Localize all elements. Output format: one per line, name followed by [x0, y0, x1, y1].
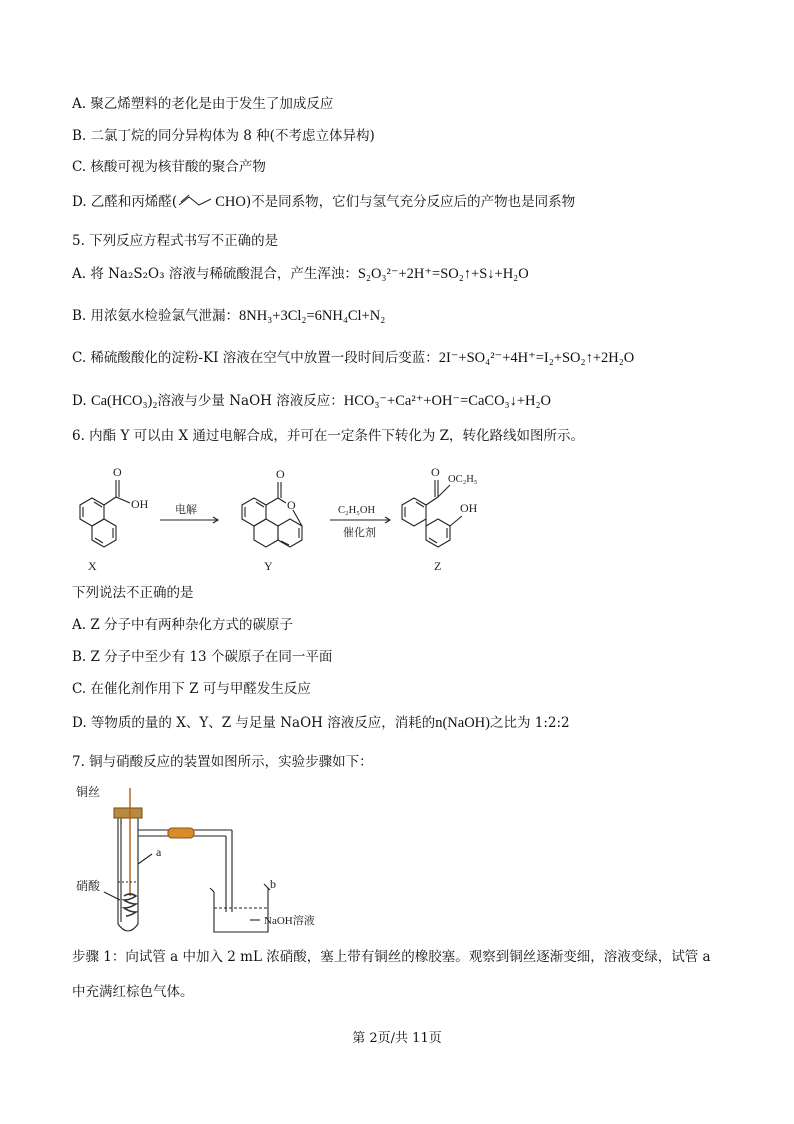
q6-option-b: B. Z 分子中至少有 13 个碳原子在同一平面: [72, 649, 333, 665]
x-o-label: O: [113, 465, 122, 479]
reaction-scheme: [64, 458, 524, 576]
q5-a-text: A. 将 Na₂S₂O₃ 溶液与稀硫酸混合，产生浑浊：: [72, 266, 358, 282]
q5-c-equation: 2I⁻+SO₄²⁻+4H⁺=I₂+SO₂↑+2H₂O: [438, 350, 635, 366]
vinyl-bond-icon: [177, 193, 215, 207]
q5-option-d: [72, 392, 551, 410]
delivery-tube: [138, 830, 232, 912]
label-tube-a: a: [156, 845, 162, 859]
q4-option-d-end: )不是同系物，它们与氢气充分反应后的产物也是同系物: [245, 194, 576, 210]
q5-b-text: B. 用浓氨水检验氯气泄漏：: [72, 308, 240, 324]
q5-c-text: C. 稀硫酸酸化的淀粉-KI 溶液在空气中放置一段时间后变蓝：: [72, 350, 439, 366]
q6-d-end: 之比为 1:2:2: [489, 715, 570, 731]
test-tube-a: [118, 816, 138, 931]
q5-option-a: [72, 265, 529, 283]
label-y: Y: [264, 559, 273, 573]
q6-d-formula: n(NaOH): [435, 715, 490, 731]
q4-option-a: A. 聚乙烯塑料的老化是由于发生了加成反应: [72, 96, 334, 112]
page-footer: 第 2页/共 11页: [352, 1031, 442, 1046]
q5-d-text: 溶液与少量 NaOH 溶液反应：: [157, 393, 344, 409]
q6-option-a: A. Z 分子中有两种杂化方式的碳原子: [72, 617, 294, 633]
q5-a-equation: S₂O₃²⁻+2H⁺=SO₂↑+S↓+H₂O: [357, 266, 529, 282]
q5-option-c: [72, 349, 634, 367]
q6-option-d: [72, 714, 570, 732]
arrow2-top-label: C₂H₅OH: [338, 505, 376, 516]
copper-coil: [124, 894, 136, 916]
label-beaker-b: b: [270, 877, 276, 891]
q5-b-equation: 8NH₃+3Cl₂=6NH₄Cl+N₂: [239, 308, 386, 324]
q5-d-prefix: D.: [72, 393, 91, 409]
arrow2-bottom-label: 催化剂: [343, 527, 376, 539]
apparatus-diagram: [74, 784, 334, 942]
q5-d-salt: Ca(HCO₃)₂: [90, 393, 158, 409]
q6-d-start: D. 等物质的量的 X、Y、Z 与足量 NaOH 溶液反应，消耗的: [72, 715, 436, 731]
q5-title: 5. 下列反应方程式书写不正确的是: [72, 233, 279, 249]
q4-option-b: B. 二氯丁烷的同分异构体为 8 种(不考虑立体异构): [72, 128, 375, 144]
q7-step1-line1: 步骤 1：向试管 a 中加入 2 mL 浓硝酸，塞上带有铜丝的橡胶塞。观察到铜丝逐渐变细，溶液变绿，试管 a: [72, 949, 711, 965]
q5-d-equation: HCO₃⁻+Ca²⁺+OH⁻=CaCO₃↓+H₂O: [343, 393, 552, 409]
q6-option-c: C. 在催化剂作用下 Z 可与甲醛发生反应: [72, 681, 311, 697]
arrow1-label: 电解: [175, 504, 197, 516]
molecule-x: [80, 480, 130, 547]
y-o-ring-label: O: [287, 498, 296, 512]
q4-option-d-start: D. 乙醛和丙烯醛(: [72, 194, 178, 210]
y-o-carbonyl-label: O: [276, 467, 285, 481]
z-oh-label: OH: [460, 501, 478, 515]
molecule-y: [242, 482, 302, 547]
q4-option-c: C. 核酸可视为核苷酸的聚合产物: [72, 159, 266, 175]
label-nitric-acid: 硝酸: [76, 879, 101, 893]
x-oh-label: OH: [131, 497, 149, 511]
rubber-connector: [168, 828, 194, 838]
q6-title: 6. 内酯 Y 可以由 X 通过电解合成，并可在一定条件下转化为 Z，转化路线如图所示。: [72, 428, 585, 444]
cho-group: CHO: [215, 194, 246, 210]
z-o-label: O: [431, 465, 440, 479]
molecule-z: [402, 480, 462, 547]
label-z: Z: [434, 559, 442, 573]
q4-option-d: [72, 193, 575, 211]
label-copper-wire: 铜丝: [76, 785, 101, 799]
q7-title: 7. 铜与硝酸反应的装置如图所示，实验步骤如下：: [72, 754, 373, 770]
rubber-stopper: [114, 808, 142, 818]
beaker-b: [210, 888, 268, 932]
label-x: X: [88, 559, 97, 573]
q6-lead: 下列说法不正确的是: [72, 585, 194, 601]
label-naoh-solution: NaOH溶液: [264, 915, 315, 927]
q7-step1-line2: 中充满红棕色气体。: [72, 984, 194, 1000]
q5-option-b: [72, 307, 385, 325]
z-oc2h5-label: OC₂H₅: [448, 474, 478, 485]
